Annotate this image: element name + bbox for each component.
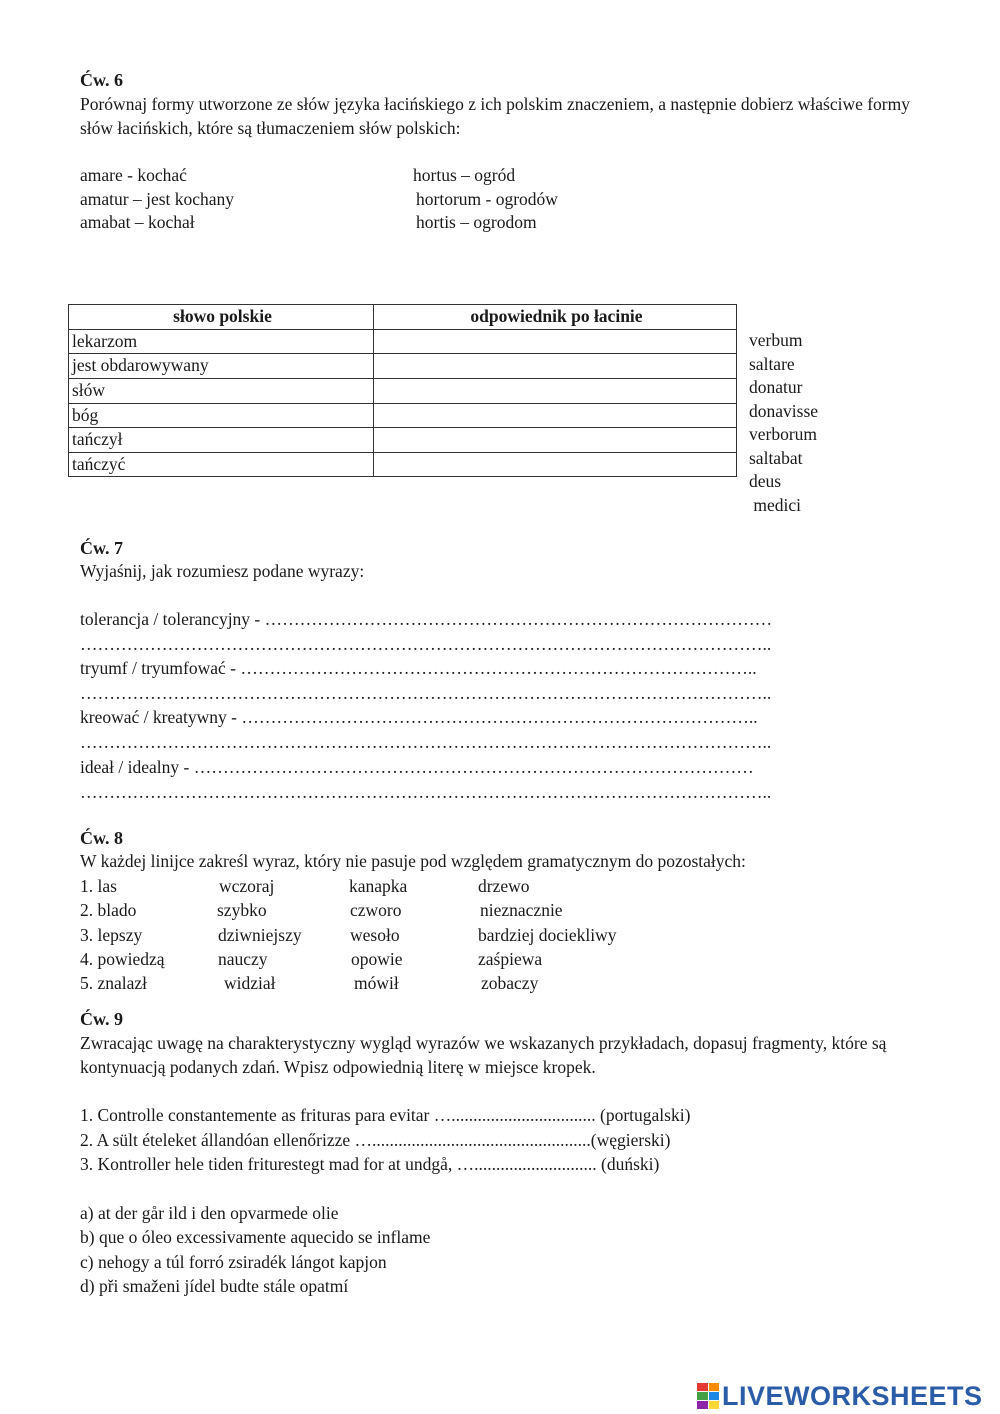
latin-answer-input[interactable] (374, 428, 736, 452)
liveworksheets-logo-icon (697, 1383, 719, 1409)
ex9-instruction: Zwracając uwagę na charakterystyczny wygląd wyrazów we wskazanych przykładach, dopasuj fragmenty, które są kontynuacją podanych zdań. Wpisz odpowiednią literę w miejsce kropek. (80, 1033, 887, 1077)
table-header-row (69, 305, 737, 330)
latin-answer-input[interactable] (374, 379, 736, 403)
ex8-word[interactable]: opowie (351, 949, 403, 969)
ex9-sentence[interactable]: 2. A sült ételeket állandóan ellenőrizze …..................................................(węgierski) (80, 1130, 671, 1150)
table-row (69, 354, 737, 379)
ex8-instruction: W każdej linijce zakreśl wyraz, który nie pasuje pod względem gramatycznym do pozostałych: (80, 851, 746, 871)
polish-word: bóg (69, 403, 374, 428)
example-item: hortis – ogrodom (416, 212, 537, 232)
ex8-word[interactable]: kanapka (349, 876, 408, 896)
ex8-word[interactable]: drzewo (478, 876, 530, 896)
ex8-title: Ćw. 8 (80, 828, 124, 848)
latin-answer-cell[interactable] (374, 354, 737, 379)
word-bank-item: verbum (749, 330, 803, 350)
latin-answer-input[interactable] (374, 453, 736, 477)
ex9-title: Ćw. 9 (80, 1009, 124, 1029)
word-bank-item: donavisse (749, 400, 819, 421)
latin-answer-cell[interactable] (374, 452, 737, 477)
logo-text: LIVEWORKSHEETS (722, 1381, 983, 1411)
latin-answer-cell[interactable] (374, 428, 737, 453)
polish-word: tańczyć (69, 452, 374, 477)
ex8-word[interactable]: widział (224, 973, 276, 993)
word-bank-item: medici (749, 494, 801, 515)
word-bank-item: saltare (749, 353, 795, 374)
ex6-instruction: Porównaj formy utworzone ze słów języka łacińskiego z ich polskim znaczeniem, a następnie dobierz właściwe formy słów łacińskich, które są tłumaczeniem słów polskich: (80, 94, 910, 138)
example-item: hortorum - ogrodów (416, 188, 558, 209)
ex9-option: d) při smaženi jídel budte stále opatmí (80, 1276, 349, 1296)
ex9-option: b) que o óleo excessivamente aquecido se inflame (80, 1227, 431, 1247)
example-item: amatur – jest kochany (80, 188, 235, 209)
table-row (69, 329, 737, 354)
table-row (69, 378, 737, 403)
ex9-option: a) at der går ild i den opvarmede olie (80, 1203, 339, 1223)
example-item: hortus – ogród (413, 165, 516, 185)
latin-answer-cell[interactable] (374, 329, 737, 354)
word-bank-item: verborum (749, 424, 818, 444)
latin-answer-cell[interactable] (374, 378, 737, 403)
ex9-sentence[interactable]: 1. Controlle constantemente as frituras para evitar …................................. (portugalski) (80, 1105, 691, 1125)
polish-word: lekarzom (69, 329, 374, 354)
term-line[interactable]: kreować / kreatywny - …………………………………………………………………………….. (80, 707, 758, 727)
ex8-word[interactable]: szybko (217, 900, 267, 920)
example-item: amare - kochać (80, 165, 187, 185)
ex8-word[interactable]: dziwniejszy (218, 925, 302, 945)
latin-answer-cell[interactable] (374, 403, 737, 428)
ex6-title: Ćw. 6 (80, 70, 124, 90)
ex7-title: Ćw. 7 (80, 538, 124, 558)
header-latin: odpowiednik po łacinie (374, 305, 737, 330)
continuation-line[interactable]: ……………………………………………………………………………………………………….. (80, 782, 772, 802)
word-bank-item: deus (749, 471, 782, 491)
ex8-word[interactable]: wczoraj (219, 876, 275, 896)
ex8-word[interactable]: 5. znalazł (80, 973, 148, 993)
continuation-line[interactable]: ……………………………………………………………………………………………………….. (80, 634, 772, 654)
table-row (69, 403, 737, 428)
ex7-instruction: Wyjaśnij, jak rozumiesz podane wyrazy: (80, 561, 365, 581)
liveworksheets-logo (697, 1378, 983, 1414)
term-line[interactable]: ideał / idealny - …………………………………………………………………………………… (80, 757, 754, 777)
ex6-examples-left (80, 164, 234, 235)
ex8-word[interactable]: czworo (350, 900, 402, 920)
term-line[interactable]: tolerancja / tolerancyjny - …………………………………………………………………………… (80, 609, 773, 629)
ex8-word[interactable]: mówił (354, 973, 399, 993)
translation-table (68, 304, 737, 477)
latin-answer-input[interactable] (374, 330, 736, 354)
header-polish: słowo polskie (69, 305, 374, 330)
term-line[interactable]: tryumf / tryumfować - …………………………………………………………………………….. (80, 658, 757, 678)
example-item: amabat – kochał (80, 212, 195, 232)
ex8-word[interactable]: 2. blado (80, 900, 137, 920)
ex9-sentence[interactable]: 3. Kontroller hele tiden friturestegt mad for at undgå, …............................ (duński) (80, 1154, 660, 1174)
ex8-word[interactable]: 1. las (80, 876, 117, 896)
polish-word: słów (69, 378, 374, 403)
ex8-word[interactable]: bardziej dociekliwy (478, 925, 617, 945)
ex8-word[interactable]: 4. powiedzą (80, 949, 165, 969)
ex8-word[interactable]: zobaczy (481, 973, 539, 993)
word-bank-item: saltabat (749, 447, 803, 468)
polish-word: tańczył (69, 428, 374, 453)
continuation-line[interactable]: ……………………………………………………………………………………………………….. (80, 683, 772, 703)
ex8-word[interactable]: zaśpiewa (478, 949, 543, 969)
ex8-word[interactable]: wesoło (350, 925, 400, 945)
ex8-word[interactable]: 3. lepszy (80, 925, 143, 945)
ex8-word[interactable]: nauczy (218, 949, 268, 969)
ex9-option: c) nehogy a túl forró zsiradék lángot kapjon (80, 1252, 387, 1272)
latin-word-bank (749, 329, 818, 517)
continuation-line[interactable]: ……………………………………………………………………………………………………….. (80, 732, 772, 752)
ex8-word[interactable]: nieznacznie (480, 900, 563, 920)
table-row (69, 428, 737, 453)
latin-answer-input[interactable] (374, 404, 736, 428)
latin-answer-input[interactable] (374, 355, 736, 379)
table-row (69, 452, 737, 477)
word-bank-item: donatur (749, 377, 803, 397)
ex6-examples-right (413, 164, 558, 235)
polish-word: jest obdarowywany (69, 354, 374, 379)
